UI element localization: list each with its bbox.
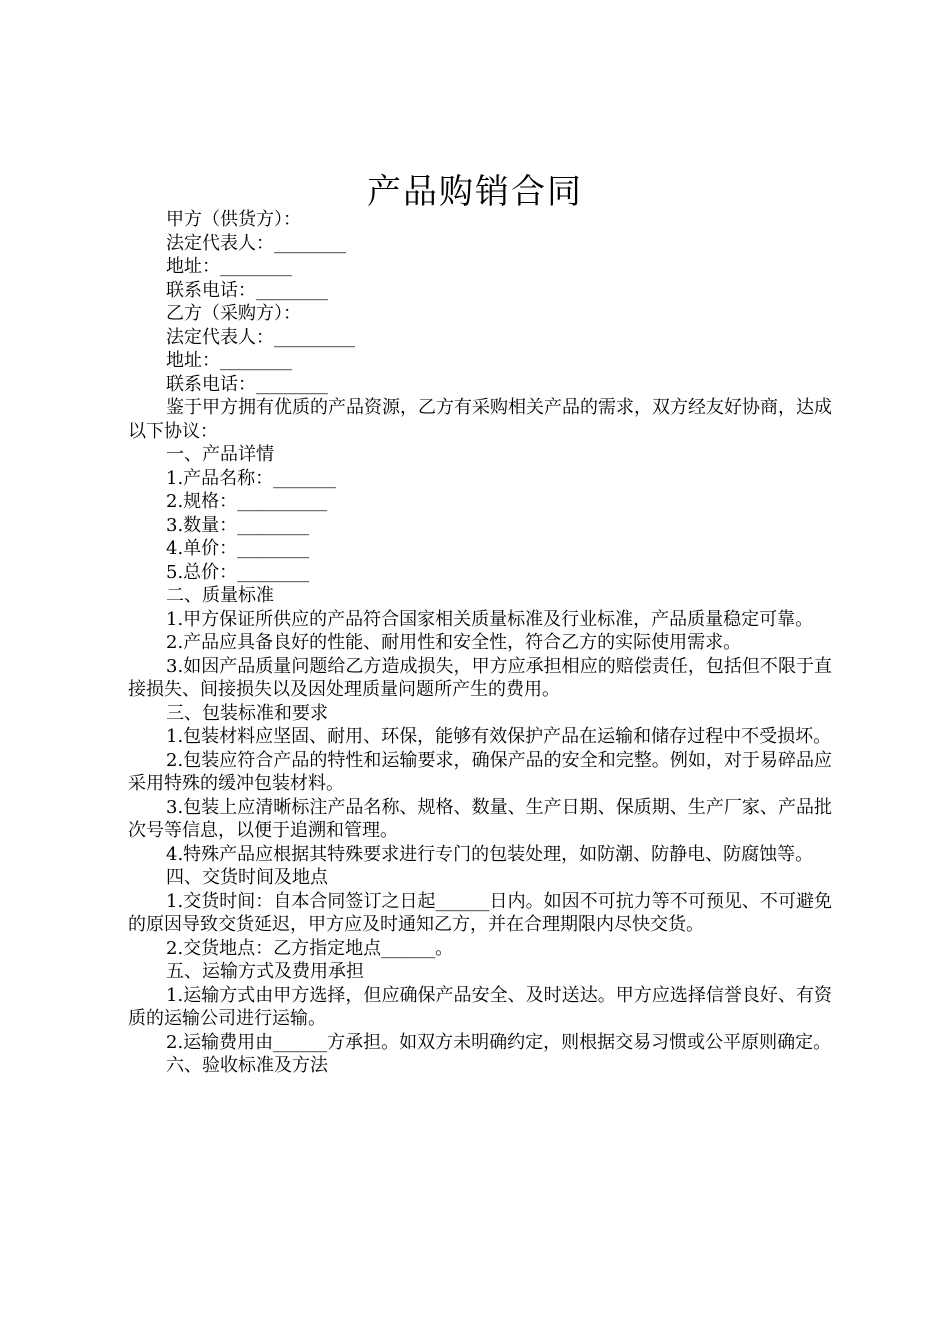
party-b-phone: 联系电话：________ [166, 373, 328, 395]
preamble-paragraph: 鉴于甲方拥有优质的产品资源，乙方有采购相关产品的需求，双方经友好协商，达成以下协议： [128, 397, 832, 442]
party-a-representative: 法定代表人：________ [166, 232, 346, 254]
clause-quality-1: 1.甲方保证所供应的产品符合国家相关质量标准及行业标准，产品质量稳定可靠。 [166, 608, 814, 630]
section-heading-6: 六、验收标准及方法 [166, 1055, 328, 1076]
party-b-heading: 乙方（采购方）： [166, 303, 301, 324]
clause-delivery-2: 2.交货地点：乙方指定地点______。 [166, 937, 454, 959]
document-title: 产品购销合同 [367, 172, 583, 212]
clause-delivery-1: 1.交货时间：自本合同签订之日起______日内。如因不可抗力等不可预见、不可避免的原因导致交货延迟，甲方应及时通知乙方，并在合理期限内尽快交货。 [128, 890, 832, 935]
clause-quality-2: 2.产品应具备良好的性能、耐用性和安全性，符合乙方的实际使用需求。 [166, 632, 742, 653]
clause-transport-2: 2.运输费用由______方承担。如双方未明确约定，则根据交易习惯或公平原则确定。 [166, 1031, 832, 1053]
section-heading-1: 一、产品详情 [166, 444, 274, 465]
clause-total-price: 5.总价：________ [166, 561, 310, 583]
clause-packaging-3: 3.包装上应清晰标注产品名称、规格、数量、生产日期、保质期、生产厂家、产品批次号等信息，以便于追溯和管理。 [128, 796, 832, 841]
document-body [128, 208, 832, 1078]
party-a-heading: 甲方（供货方）： [166, 209, 301, 230]
party-a-address: 地址：________ [166, 256, 292, 277]
section-heading-3: 三、包装标准和要求 [166, 702, 328, 724]
party-a-phone: 联系电话：________ [166, 279, 328, 301]
clause-spec: 2.规格：__________ [166, 491, 328, 512]
party-b-representative: 法定代表人：_________ [166, 326, 355, 348]
section-heading-5: 五、运输方式及费用承担 [166, 961, 364, 982]
clause-quality-3: 3.如因产品质量问题给乙方造成损失，甲方应承担相应的赔偿责任，包括但不限于直接损失、间接损失以及因处理质量问题所产生的费用。 [128, 655, 832, 700]
section-heading-2: 二、质量标准 [166, 585, 274, 606]
clause-transport-1: 1.运输方式由甲方选择，但应确保产品安全、及时送达。甲方应选择信誉良好、有资质的运输公司进行运输。 [128, 984, 832, 1029]
section-heading-4: 四、交货时间及地点 [166, 867, 328, 888]
clause-unit-price: 4.单价：________ [166, 538, 310, 559]
party-b-address: 地址：________ [166, 350, 292, 371]
clause-packaging-1: 1.包装材料应坚固、耐用、环保，能够有效保护产品在运输和储存过程中不受损坏。 [166, 726, 832, 747]
clause-product-name: 1.产品名称：_______ [166, 467, 337, 489]
clause-quantity: 3.数量：________ [166, 514, 310, 536]
clause-packaging-2: 2.包装应符合产品的特性和运输要求，确保产品的安全和完整。例如，对于易碎品应采用特殊的缓冲包装材料。 [128, 749, 832, 794]
clause-packaging-4: 4.特殊产品应根据其特殊要求进行专门的包装处理，如防潮、防静电、防腐蚀等。 [166, 843, 814, 865]
